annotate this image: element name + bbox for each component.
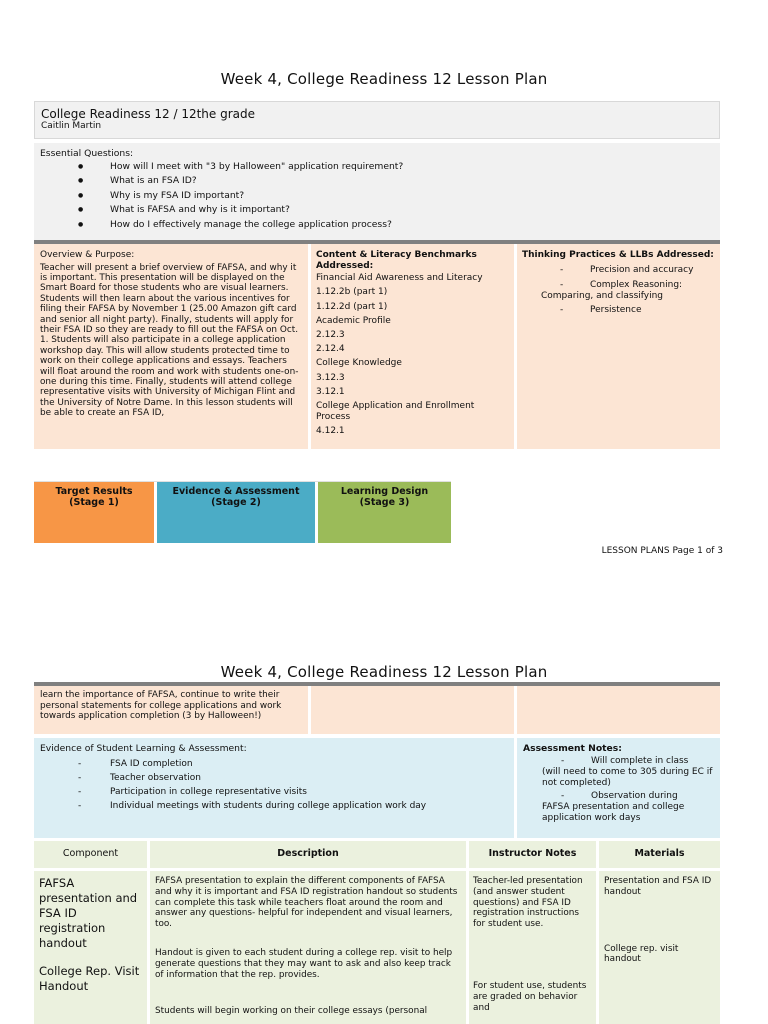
- page-footer: LESSON PLANS Page 1 of 3: [601, 546, 723, 556]
- thinking-continued: [517, 686, 720, 734]
- list-item: Financial Aid Awareness and Literacy: [316, 273, 483, 284]
- notes-item-2: Observation during: [591, 791, 678, 801]
- list-item: 2.12.3: [316, 330, 345, 340]
- stage-sub: (Stage 3): [359, 497, 410, 508]
- list-item: 3.12.1: [316, 386, 345, 397]
- thinking-item-2: Complex Reasoning:: [590, 279, 683, 290]
- col-header-materials: Materials: [599, 841, 720, 868]
- list-item: - Complex Reasoning:: [560, 279, 683, 290]
- notes-item-1: Will complete in class: [591, 756, 689, 766]
- table-cell: Students will begin working on their college essays (personal: [155, 1006, 428, 1017]
- stage-label: Evidence & Assessment: [172, 486, 300, 497]
- course-name: College Readiness 12 / 12the grade: [41, 107, 256, 121]
- table-cell: Handout is given to each student during a college rep. visit to help generate questions that they may want to ask and also keep track of information that the rep. provides.: [155, 947, 453, 980]
- benchmarks-list: [316, 271, 509, 438]
- page-title: Week 4, College Readiness 12 Lesson Plan: [220, 70, 548, 88]
- overview-text: learn the importance of FAFSA, continue to write their personal statements for college applications and work towards application completion (3 by Halloween!): [40, 690, 282, 722]
- table-cell: College Rep. Visit Handout: [39, 964, 140, 993]
- list-item: - FSA ID completion: [40, 757, 508, 771]
- stage-sub: (Stage 2): [211, 497, 261, 508]
- evidence-section: [34, 738, 514, 838]
- stage-label: Target Results: [55, 486, 133, 497]
- list-item: College Application and Enrollment Process: [316, 401, 475, 422]
- thinking-list: [522, 264, 715, 316]
- page-title: Week 4, College Readiness 12 Lesson Plan: [220, 663, 548, 681]
- list-item: ● How do I effectively manage the college application process?: [40, 218, 714, 232]
- overview-continued: [34, 686, 308, 734]
- notes-body: [523, 756, 714, 824]
- thinking-label: Thinking Practices & LLBs Addressed:: [522, 250, 714, 260]
- col-header-description: Description: [150, 841, 466, 868]
- list-item: 1.12.2b (part 1): [316, 287, 388, 298]
- list-item: Academic Profile: [316, 315, 391, 326]
- list-item: ● How will I meet with "3 by Halloween" application requirement?: [40, 160, 714, 174]
- list-item: - Persistence: [560, 304, 642, 315]
- list-item: 1.12.2d (part 1): [316, 301, 388, 312]
- notes-item-1-cont: (will need to come to 305 during EC if not completed): [542, 767, 713, 788]
- thinking-item-1: Precision and accuracy: [590, 264, 694, 275]
- overview-section: [34, 244, 308, 449]
- table-cell: FAFSA presentation to explain the different components of FAFSA and why it is important and FSA ID registration handout so students can complete this task while teachers float around the room and answer any questions- helpful for independent and visual learners, too.: [155, 876, 458, 930]
- essential-questions-list: [40, 160, 714, 232]
- table-cell: For student use, students are graded on behavior and: [473, 980, 587, 1013]
- stage-evidence-assessment: [157, 482, 315, 543]
- list-item: ● What is FAFSA and why is it important?: [40, 203, 714, 217]
- list-item: - Individual meetings with students during college application work day: [40, 799, 508, 813]
- thinking-item-2-cont: Comparing, and classifying: [541, 290, 664, 301]
- assessment-notes-section: [517, 738, 720, 838]
- list-item: ● What is an FSA ID?: [40, 174, 714, 188]
- col-header-component: Component: [34, 841, 147, 868]
- table-cell: College rep. visit handout: [604, 943, 679, 965]
- component-column: [34, 871, 147, 1024]
- benchmarks-label: Content & Literacy Benchmarks Addressed:: [316, 250, 477, 271]
- list-item: - Observation during: [561, 791, 678, 801]
- evidence-list: [40, 757, 508, 813]
- evidence-label: Evidence of Student Learning & Assessment:: [40, 743, 247, 754]
- thinking-item-3: Persistence: [590, 304, 642, 315]
- description-column: [150, 871, 466, 1024]
- notes-item-2-cont: FAFSA presentation and college application work days: [542, 802, 685, 823]
- stage-target-results: [34, 482, 154, 543]
- benchmarks-continued: [311, 686, 514, 734]
- list-item: ● Why is my FSA ID important?: [40, 189, 714, 203]
- materials-column: [599, 871, 720, 1024]
- essential-questions-section: [34, 143, 720, 241]
- instructor-notes-column: [469, 871, 596, 1024]
- table-cell: FAFSA presentation and FSA ID registration handout: [39, 876, 138, 950]
- course-header: [34, 101, 720, 139]
- table-cell: Presentation and FSA ID handout: [604, 876, 712, 897]
- thinking-practices-section: [517, 244, 720, 449]
- list-item: - Teacher observation: [40, 771, 508, 785]
- list-item: College Knowledge: [316, 358, 402, 369]
- list-item: 4.12.1: [316, 426, 345, 437]
- benchmarks-section: [311, 244, 514, 449]
- essential-questions-label: Essential Questions:: [40, 148, 134, 159]
- overview-text: Teacher will present a brief overview of FAFSA, and why it is important. This presentation will be displayed on the Smart Board for those students who are visual learners. Students will then learn about the various incentives for filing their FAFSA by November 1 (25.00 Amazon gift card and senior all night party). Finally, students will apply for their FSA ID so they are ready to fill out the FAFSA on Oct. 1. Students will also participate in a college application workshop day. This will allow students protected time to work on their college applications and essays. Teachers will float around the room and work with students one-on-one during this time. Finally, students will attend college representative visits with University of Michigan Flint and the University of Notre Dame. In this lesson students will be able to create an FSA ID,: [40, 262, 299, 419]
- notes-label: Assessment Notes:: [523, 743, 622, 754]
- list-item: 3.12.3: [316, 372, 345, 383]
- list-item: - Precision and accuracy: [560, 264, 694, 275]
- table-cell: Teacher-led presentation (and answer student questions) and FSA ID registration instructions for student use.: [473, 876, 583, 930]
- stage-label: Learning Design: [340, 486, 429, 497]
- list-item: - Will complete in class: [561, 756, 689, 766]
- col-header-instructor-notes: Instructor Notes: [469, 841, 596, 868]
- stage-sub: (Stage 1): [69, 497, 119, 508]
- stage-learning-design: [318, 482, 451, 543]
- list-item: - Participation in college representative visits: [40, 785, 508, 799]
- list-item: 2.12.4: [316, 344, 345, 355]
- overview-label: Overview & Purpose:: [40, 250, 135, 260]
- teacher-name: Caitlin Martin: [41, 121, 102, 131]
